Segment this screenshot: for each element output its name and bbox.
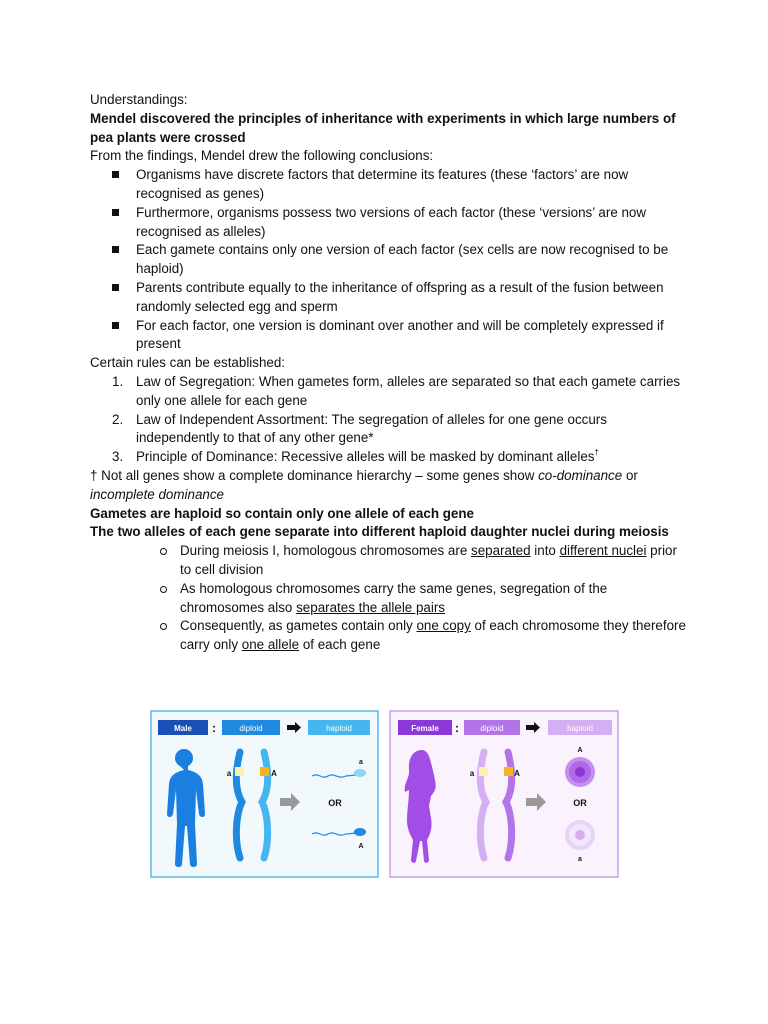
- list-item: [180, 580, 690, 618]
- dagger-mark: †: [594, 448, 599, 458]
- male-haploid-label: haploid: [326, 724, 352, 733]
- text: Consequently, as gametes contain only: [180, 618, 417, 634]
- footnote: [90, 467, 690, 505]
- meiosis-list: [90, 542, 690, 655]
- female-bottom-gamete-allele: a: [578, 856, 582, 863]
- ratio-colon-icon: :: [212, 721, 216, 735]
- footnote-italic: incomplete dominance: [90, 486, 224, 502]
- list-number: 1.: [112, 373, 124, 389]
- footnote-text: or: [622, 467, 638, 483]
- list-number: 3.: [112, 449, 124, 465]
- rules-intro: Certain rules can be established:: [90, 355, 286, 371]
- list-item: [112, 448, 690, 467]
- male-or-label: OR: [328, 798, 342, 808]
- underlined-text: separates the allele pairs: [296, 599, 445, 615]
- text: of each gene: [299, 637, 381, 653]
- segregation-figure: [150, 710, 620, 878]
- egg-cell-icon: [565, 757, 595, 787]
- rule-text: Principle of Dominance: Recessive alleles will be masked by dominant alleles: [136, 449, 595, 465]
- footnote-text: † Not all genes show a complete dominance hierarchy – some genes show: [90, 467, 539, 483]
- female-allele-left: a: [469, 769, 475, 778]
- text: of each chromosome they therefore carry only: [180, 618, 686, 653]
- text: During meiosis I, homologous chromosomes are: [180, 543, 471, 559]
- list-item: For each factor, one version is dominant over another and will be completely expressed if present: [136, 317, 690, 355]
- female-allele-right: A: [514, 769, 520, 778]
- female-sex-label: Female: [411, 724, 439, 733]
- list-item: [112, 411, 690, 449]
- conclusions-list: [90, 166, 690, 354]
- male-top-gamete-allele: a: [359, 759, 363, 766]
- list-item: [180, 542, 690, 580]
- female-or-label: OR: [573, 798, 587, 808]
- female-haploid-label: haploid: [567, 724, 593, 733]
- female-diploid-label: diploid: [480, 724, 504, 733]
- list-item: Furthermore, organisms possess two versions of each factor (these ‘versions’ are now recognised as alleles): [136, 204, 690, 242]
- rule-text: Law of Segregation: When gametes form, alleles are separated so that each gamete carries only one allele for each gene: [136, 373, 681, 408]
- heading-mendel: Mendel discovered the principles of inheritance with experiments in which large numbers of pea plants were crossed: [90, 110, 676, 145]
- underlined-text: separated: [471, 543, 531, 559]
- egg-cell-icon: [565, 820, 595, 850]
- male-bottom-gamete-allele: A: [358, 843, 364, 850]
- footnote-italic: co-dominance: [538, 467, 623, 483]
- text: As homologous chromosomes carry the same genes, segregation of the chromosomes also: [180, 580, 608, 615]
- conclusions-intro: From the findings, Mendel drew the following conclusions:: [90, 148, 434, 164]
- ratio-colon-icon: :: [455, 721, 459, 735]
- rules-list: [90, 373, 690, 467]
- list-item: [112, 373, 690, 411]
- male-diploid-label: diploid: [239, 724, 263, 733]
- list-item: [180, 617, 690, 655]
- female-top-gamete-allele: A: [577, 747, 583, 754]
- heading-alleles-separate: The two alleles of each gene separate into different haploid daughter nuclei during meiosis: [90, 524, 669, 540]
- male-allele-right: A: [271, 769, 277, 778]
- text: prior to cell division: [180, 543, 677, 577]
- list-number: 2.: [112, 411, 124, 427]
- understandings-heading: Understandings:: [90, 92, 188, 107]
- underlined-text: different nuclei: [559, 543, 647, 559]
- list-item: Parents contribute equally to the inheritance of offspring as a result of the fusion between randomly selected egg and sperm: [136, 279, 690, 317]
- underlined-text: one copy: [416, 618, 471, 634]
- male-panel: [151, 711, 378, 877]
- female-panel: [390, 711, 618, 877]
- list-item: Organisms have discrete factors that determine its features (these ‘factors’ are now recognised as genes): [136, 166, 690, 204]
- male-sex-label: Male: [174, 724, 192, 733]
- rule-text: Law of Independent Assortment: The segregation of alleles for one gene occurs independently to that of any other gene*: [136, 411, 607, 446]
- list-item: Each gamete contains only one version of each factor (sex cells are now recognised to be haploid): [136, 241, 690, 279]
- document-body: [90, 91, 690, 655]
- heading-gametes: Gametes are haploid so contain only one allele of each gene: [90, 505, 474, 521]
- underlined-text: one allele: [241, 637, 300, 653]
- text: into: [530, 543, 560, 559]
- male-allele-left: a: [226, 769, 232, 778]
